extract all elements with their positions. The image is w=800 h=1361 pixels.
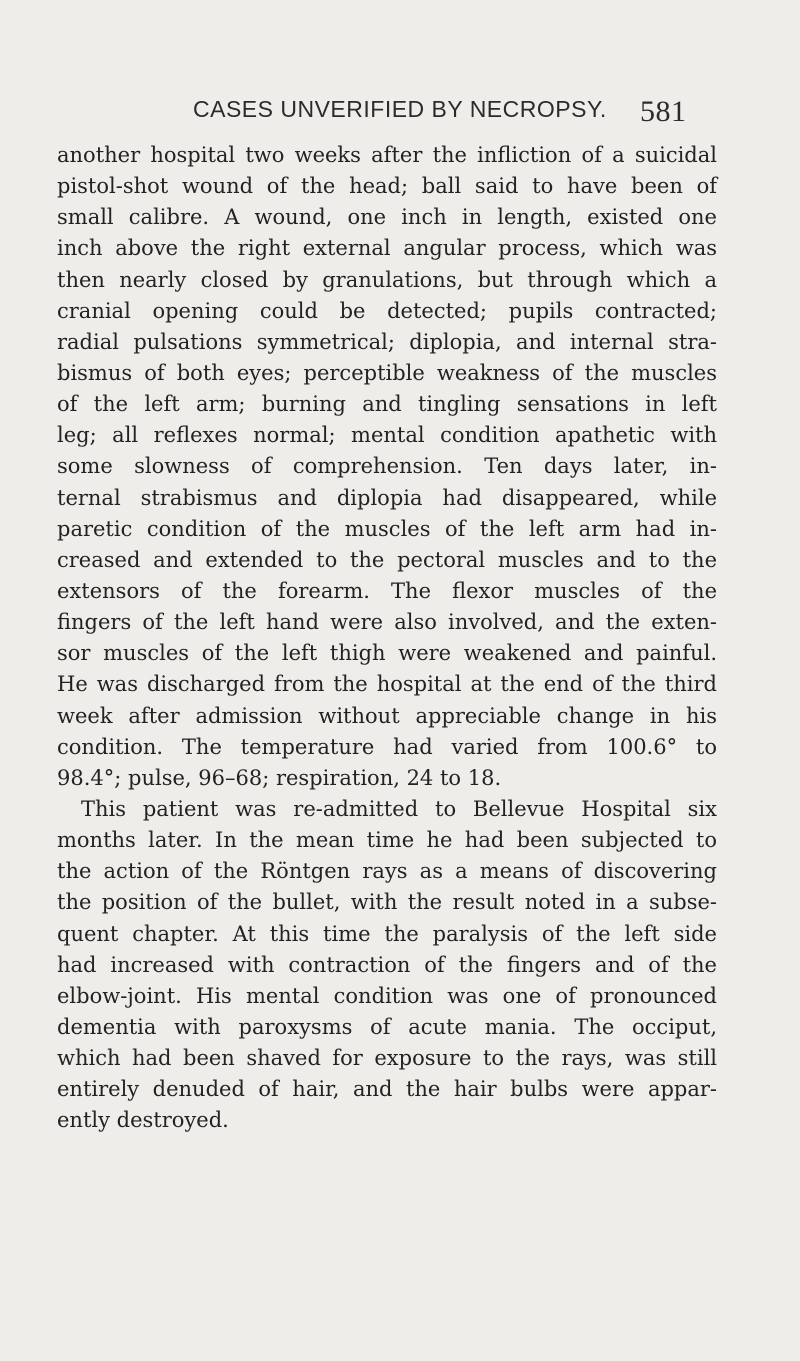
text-line: which had been shaved for exposure to the rays, was still: [57, 1046, 717, 1071]
text-line: radial pulsations symmetrical; diplopia, and internal stra-: [57, 329, 717, 354]
text-line: creased and extended to the pectoral muscles and to the: [57, 547, 717, 572]
text-line: pistol-shot wound of the head; ball said to have been of: [57, 174, 717, 199]
body-text: [57, 140, 717, 1137]
text-line: leg; all reflexes normal; mental condition apathetic with: [57, 423, 717, 448]
text-line: extensors of the forearm. The flexor muscles of the: [57, 578, 717, 603]
text-line: the position of the bullet, with the result noted in a subse-: [57, 890, 717, 915]
text-line: quent chapter. At this time the paralysis of the left side: [57, 921, 717, 946]
text-line: sor muscles of the left thigh were weakened and painful.: [57, 641, 717, 666]
text-line: ently destroyed.: [57, 1108, 229, 1133]
text-line: condition. The temperature had varied from 100.6° to: [57, 734, 717, 759]
text-line: inch above the right external angular process, which was: [57, 236, 717, 261]
text-line: paretic condition of the muscles of the left arm had in-: [57, 516, 717, 541]
text-line: cranial opening could be detected; pupils contracted;: [57, 298, 717, 323]
text-line: another hospital two weeks after the infliction of a suicidal: [57, 143, 717, 167]
text-line: He was discharged from the hospital at the end of the third: [57, 672, 717, 697]
page-number: 581: [640, 95, 687, 128]
running-title: CASES UNVERIFIED BY NECROPSY.: [193, 96, 607, 122]
text-line: 98.4°; pulse, 96–68; respiration, 24 to 18.: [57, 765, 502, 790]
text-line: dementia with paroxysms of acute mania. The occiput,: [57, 1014, 717, 1039]
text-line: months later. In the mean time he had been subjected to: [57, 828, 717, 853]
text-line: of the left arm; burning and tingling sensations in left: [57, 392, 717, 417]
text-line: fingers of the left hand were also involved, and the exten-: [57, 610, 717, 635]
text-line: entirely denuded of hair, and the hair bulbs were appar-: [57, 1077, 717, 1102]
text-line: week after admission without appreciable change in his: [57, 703, 717, 728]
text-line: This patient was re-admitted to Bellevue Hospital six: [81, 796, 717, 821]
text-line: had increased with contraction of the fingers and of the: [57, 952, 717, 977]
text-line: elbow-joint. His mental condition was one of pronounced: [57, 983, 717, 1008]
text-line: some slowness of comprehension. Ten days later, in-: [57, 454, 717, 479]
text-line: then nearly closed by granulations, but through which a: [57, 267, 717, 292]
text-line: bismus of both eyes; perceptible weakness of the muscles: [57, 360, 717, 385]
text-line: ternal strabismus and diplopia had disappeared, while: [57, 485, 717, 510]
text-line: small calibre. A wound, one inch in length, existed one: [57, 205, 717, 230]
running-head: [193, 96, 713, 130]
text-line: the action of the Röntgen rays as a means of discovering: [57, 859, 717, 884]
